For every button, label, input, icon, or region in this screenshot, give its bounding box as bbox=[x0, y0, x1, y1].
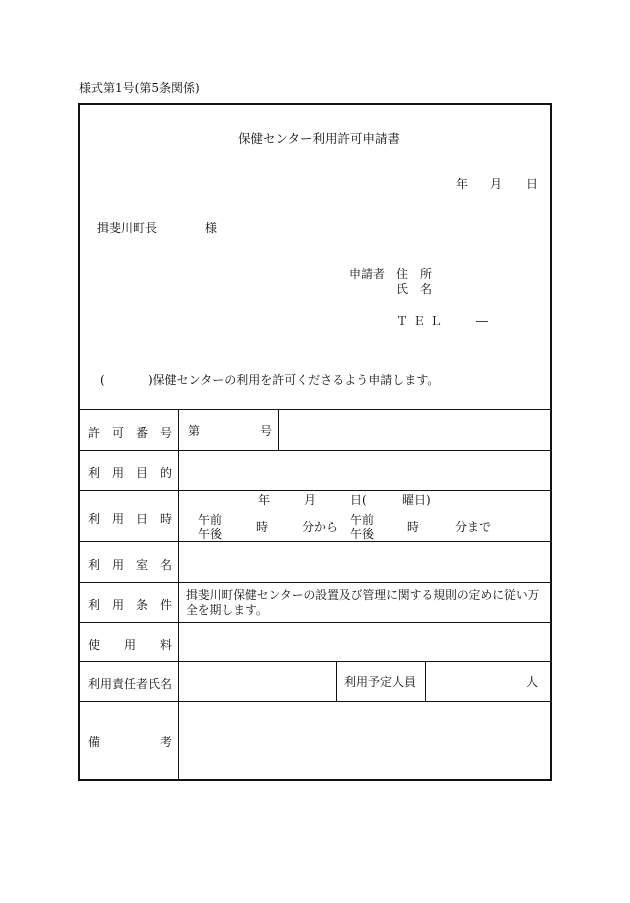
date-day-label: 日 bbox=[526, 177, 539, 191]
date-year-label: 年 bbox=[456, 177, 469, 191]
responsible-column-divider bbox=[336, 661, 337, 701]
row-divider bbox=[80, 582, 550, 583]
form-title: 保健センター利用許可申請書 bbox=[238, 131, 401, 146]
responsible-person-field[interactable] bbox=[180, 663, 334, 699]
form-number: 様式第1号(第5条関係) bbox=[79, 81, 200, 95]
room-field[interactable] bbox=[180, 543, 548, 580]
date-month-label: 月 bbox=[490, 177, 503, 191]
remarks-field[interactable] bbox=[180, 703, 548, 777]
datetime-month: 月 bbox=[304, 493, 317, 507]
fee-field[interactable] bbox=[180, 624, 548, 659]
conditions-label: 利 用 条 件 bbox=[88, 598, 172, 612]
label-column-divider bbox=[178, 409, 179, 779]
start-from-label: 分から bbox=[302, 520, 339, 534]
applicant-tel-label: ＴＥＬ bbox=[396, 314, 448, 328]
datetime-weekday: 曜日) bbox=[402, 493, 431, 507]
row-divider bbox=[80, 409, 550, 410]
conditions-text-line2: 全を期します。 bbox=[186, 603, 268, 617]
responsible-person-label: 利用責任者氏名 bbox=[88, 677, 173, 691]
tel-separator: ― bbox=[476, 314, 488, 328]
purpose-label: 利 用 目 的 bbox=[88, 466, 172, 480]
permit-number-prefix: 第 bbox=[188, 424, 201, 438]
request-statement: )保健センターの利用を許可くださるよう申請します。 bbox=[148, 373, 440, 387]
row-divider bbox=[80, 661, 550, 662]
permit-number-suffix: 号 bbox=[260, 424, 273, 438]
application-form bbox=[78, 103, 552, 781]
request-open-paren: ( bbox=[100, 373, 105, 387]
purpose-field[interactable] bbox=[180, 452, 548, 488]
remarks-label: 備 考 bbox=[88, 735, 172, 749]
permit-number-field[interactable] bbox=[200, 417, 256, 441]
end-hour-label: 時 bbox=[407, 520, 420, 534]
addressee-name: 揖斐川町長 bbox=[97, 221, 158, 235]
datetime-year: 年 bbox=[258, 493, 271, 507]
applicant-label: 申請者 bbox=[349, 267, 386, 281]
row-divider bbox=[80, 541, 550, 542]
applicant-address-label: 住 所 bbox=[396, 267, 433, 281]
start-hour-label: 時 bbox=[256, 520, 269, 534]
room-label: 利 用 室 名 bbox=[88, 558, 172, 572]
addressee-honorific: 様 bbox=[205, 221, 218, 235]
row-divider bbox=[80, 622, 550, 623]
people-unit: 人 bbox=[526, 675, 539, 689]
start-am-label: 午前 bbox=[198, 513, 223, 527]
end-pm-label: 午後 bbox=[350, 527, 375, 541]
permit-number-box-divider bbox=[278, 409, 279, 450]
end-am-label: 午前 bbox=[350, 513, 375, 527]
expected-people-column-divider bbox=[425, 661, 426, 701]
datetime-day: 日( bbox=[350, 493, 367, 507]
applicant-name-label: 氏 名 bbox=[396, 282, 433, 296]
end-until-label: 分まで bbox=[455, 520, 492, 534]
conditions-text-line1: 揖斐川町保健センターの設置及び管理に関する規則の定めに従い万 bbox=[186, 588, 540, 602]
fee-label: 使 用 料 bbox=[88, 638, 172, 652]
permit-number-label: 許 可 番 号 bbox=[88, 426, 172, 440]
row-divider bbox=[80, 701, 550, 702]
row-divider bbox=[80, 490, 550, 491]
expected-people-field[interactable] bbox=[427, 663, 527, 699]
expected-people-label: 利用予定人員 bbox=[344, 675, 417, 689]
row-divider bbox=[80, 450, 550, 451]
start-pm-label: 午後 bbox=[198, 527, 223, 541]
datetime-label: 利 用 日 時 bbox=[88, 512, 172, 526]
